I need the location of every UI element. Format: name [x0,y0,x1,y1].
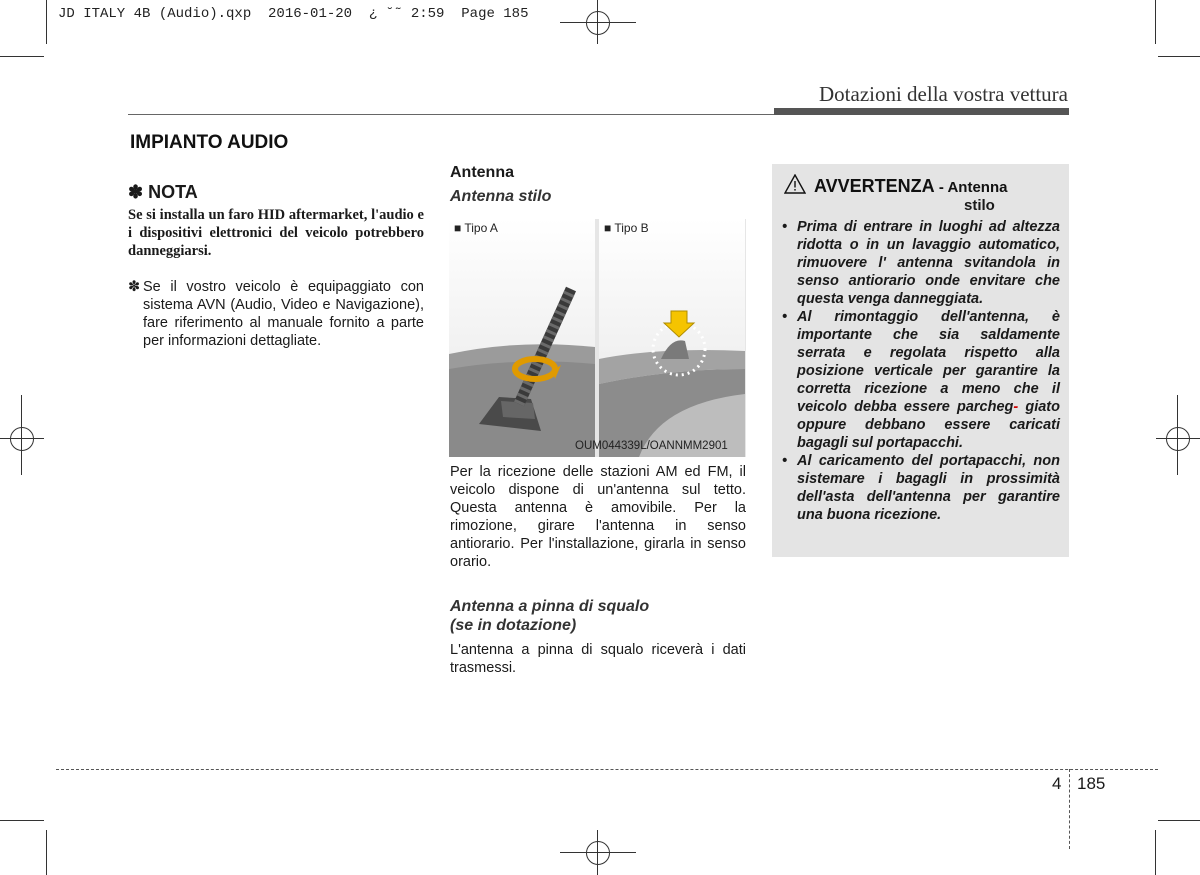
registration-mark [586,11,610,35]
crop-mark [597,0,598,44]
warning-triangle-icon [784,174,806,194]
antenna-heading: Antenna [450,164,514,181]
crop-mark [560,22,636,23]
warning-item [782,452,1060,524]
warning-title [814,176,1007,197]
crop-mark [597,830,598,875]
warning-box [772,164,1069,557]
shark-fin-antenna-illustration [599,219,745,457]
crop-mark [1155,830,1156,875]
section-title: Dotazioni della vostra vettura [819,82,1068,106]
page-number: 185 [1077,774,1106,793]
figure-code: OUM044339L/OANNMM2901 [575,440,728,452]
warning-item-text: Al caricamento del portapacchi, non sistemare i bagagli in prossimità dell'asta dell'antenna per garantire una buona ricezione. [797,453,1060,523]
warning-item-text: Prima di entrare in luoghi ad altezza ridotta o in un lavaggio automatico, rimuovere l' antenna svitandola in senso antiorario onde envitare che questa venga danneggiata. [797,219,1060,307]
note-bullet-text: Se il vostro veicolo è equipaggiato con sistema AVN (Audio, Video e Navigazione), fare riferimento al manuale fornito a parte per informazioni dettagliate. [143,279,424,349]
shark-fin-subheading-note: (se in dotazione) [450,617,577,634]
figure-panel-type-b [599,219,745,457]
crop-mark [1177,395,1178,475]
crop-mark [0,438,44,439]
antenna-stilo-text: Per la ricezione delle stazioni AM ed FM, il veicolo dispone di un'antenna sul tetto. Questa antenna è amovibile. Per la rimozione, girare l'antenna in senso antiorario. Per l'installazione, girarla in senso orario. [450,464,746,570]
crop-mark [560,852,636,853]
bullet: • [782,453,788,469]
bullet: • [782,219,788,235]
crop-mark [0,820,44,821]
crop-mark [0,56,44,57]
note-bullet [128,278,424,350]
shark-fin-subheading: Antenna a pinna di squalo [450,598,650,615]
warning-title-main: AVVERTENZA [814,176,935,196]
crop-mark [1158,56,1200,57]
hyphen-mark: - [1013,399,1019,415]
figure-label-type-b: ■ Tipo B [604,221,649,235]
page-heading: IMPIANTO AUDIO [130,132,289,153]
rod-antenna-illustration [449,219,595,457]
crop-mark [46,0,47,44]
warning-item [782,308,1060,452]
shark-fin-text: L'antenna a pinna di squalo riceverà i dati trasmessi. [450,642,746,676]
print-slug: JD ITALY 4B (Audio).qxp 2016-01-20 ¿ ˘˜ 2:59 Page 185 [58,6,529,22]
figure-label-type-a: ■ Tipo A [454,221,498,235]
crop-mark [46,830,47,875]
warning-list [782,218,1060,524]
registration-mark [1166,427,1190,451]
warning-item [782,218,1060,308]
crop-mark [21,395,22,475]
warning-item-text-cont: giato oppure debbano essere caricati bagagli sul portapacchi. [797,399,1060,451]
footer-divider [1069,769,1070,849]
antenna-figure [449,219,746,457]
antenna-stilo-subheading: Antenna stilo [450,188,552,205]
header-rule-bar [774,108,1069,115]
registration-mark [10,427,34,451]
warning-title-suffix: - Antenna [934,179,1008,196]
header-rule [128,114,774,115]
bullet: • [782,309,788,325]
chapter-number: 4 [1052,774,1062,793]
note-text: Se si installa un faro HID aftermarket, l'audio e i dispositivi elettronici del veicolo potrebbero danneggiarsi. [128,207,424,259]
crop-mark [1155,0,1156,44]
note-title: ✽ NOTA [128,182,198,202]
figure-panel-type-a [449,219,595,457]
note-bullet-mark: ✽ [128,279,141,295]
crop-mark [1156,438,1200,439]
registration-mark [586,841,610,865]
warning-title-line2: stilo [964,197,995,214]
crop-mark [1158,820,1200,821]
warning-item-text: Al rimontaggio dell'antenna, è importante che sia saldamente serrata e regolata rispetto alla posizione verticale per garantire la corretta ricezione a meno che il veicolo debba essere parcheg [797,309,1060,415]
footer-rule [56,769,1158,770]
